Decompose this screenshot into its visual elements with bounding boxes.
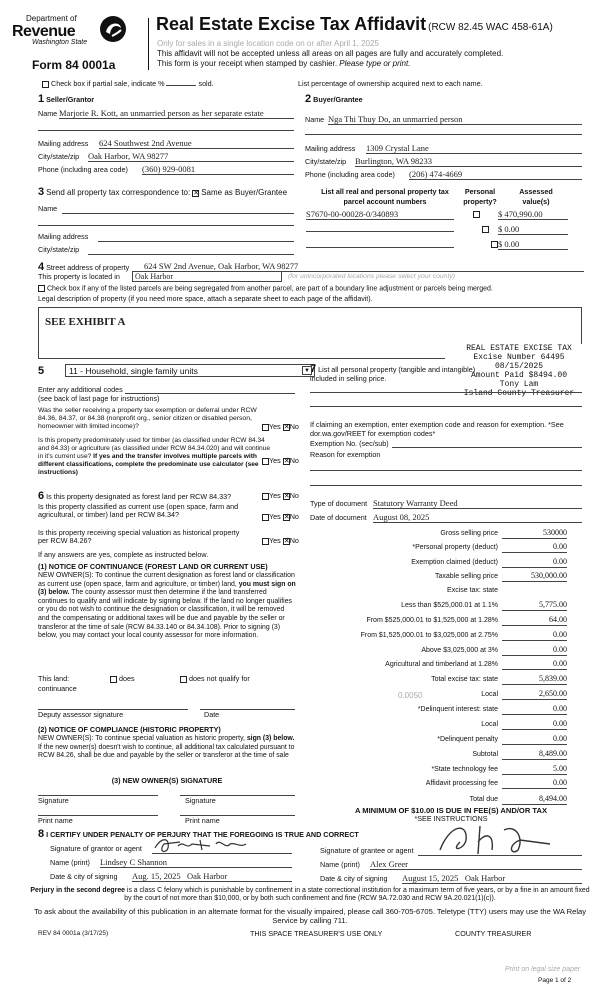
exemption-yes-checkbox[interactable] [262,424,269,431]
personal-property-deduct[interactable]: 0.00 [502,542,567,553]
revenue-swirl-icon [98,14,128,44]
buyer-name-field[interactable]: Nga Thi Thuy Do, an unmarried person [328,114,582,125]
land-use-select[interactable]: 11 - Household, single family units ▼ [65,364,315,377]
location-select[interactable]: Oak Harbor [132,271,282,282]
delinquent-interest-local[interactable]: 0.00 [502,719,567,730]
form-number: Form 84 0001a [32,58,116,72]
current-use-no-checkbox[interactable] [283,514,290,521]
affidavit-processing-fee[interactable]: 0.00 [502,778,567,789]
historic-yes-checkbox[interactable] [262,538,269,545]
buyer-section: 2 Buyer/Grantee [305,93,363,105]
same-as-buyer-checkbox[interactable] [192,190,199,197]
current-use-yes-checkbox[interactable] [262,514,269,521]
exemption-no-checkbox[interactable] [283,424,290,431]
forest-no-checkbox[interactable] [283,493,290,500]
local-tax[interactable]: 2,650.00 [502,689,567,700]
local-rate: 0.0050 [398,691,423,700]
personal-property-checkbox-3[interactable] [491,241,498,248]
personal-property-checkbox-1[interactable] [473,211,480,218]
delinquent-interest-state[interactable]: 0.00 [502,704,567,715]
parcel-number-field[interactable]: S7670-00-00028-0/340893 [306,209,454,220]
personal-property-checkbox-2[interactable] [482,226,489,233]
grantor-date-city-field[interactable]: Aug. 15, 2025 Oak Harbor [132,871,292,882]
does-qualify-checkbox[interactable] [110,676,117,683]
buyer-phone-field[interactable]: (206) 474-4669 [409,169,582,180]
partial-percent-field[interactable] [166,85,196,86]
tax-tier-2[interactable]: 64.00 [502,615,567,626]
form-title-row: Real Estate Excise Tax Affidavit (RCW 82.45 WAC 458-61A) [156,14,553,34]
timber-yes-checkbox[interactable] [262,458,269,465]
subtotal[interactable]: 8,489.00 [502,749,567,760]
form-title: Real Estate Excise Tax Affidavit [156,14,427,34]
assessed-value-1[interactable]: $ 470,990.00 [498,209,568,220]
gross-selling-price[interactable]: 530000 [502,528,567,539]
state-technology-fee[interactable]: 5.00 [502,764,567,775]
assessed-value-3[interactable]: $ 0.00 [498,239,568,250]
treasurer-stamp: REAL ESTATE EXCISE TAX Excise Number 64495 08/15/2025 Amount Paid $8494.00 Tony Lam Island County Treasurer [445,344,593,398]
taxable-selling-price[interactable]: 530,000.00 [502,571,567,582]
agricultural-tax[interactable]: 0.00 [502,659,567,670]
assessed-value-2[interactable]: $ 0.00 [498,224,568,235]
grantor-signature [150,834,290,856]
tax-tier-3[interactable]: 0.00 [502,630,567,641]
seller-city-field[interactable]: Oak Harbor, WA 98277 [88,151,294,162]
does-not-qualify-checkbox[interactable] [180,676,187,683]
dor-logo: Department of Revenue Washington State [12,14,132,47]
tax-tier-1[interactable]: 5,775.00 [502,600,567,611]
exemption-claimed[interactable]: 0.00 [502,557,567,568]
grantee-date-city-field[interactable]: August 15, 2025 Oak Harbor [402,873,582,884]
forest-yes-checkbox[interactable] [262,493,269,500]
seller-phone-field[interactable]: (360) 929-0081 [142,164,294,175]
chevron-down-icon[interactable]: ▼ [302,366,312,375]
grantee-name-field[interactable]: Alex Greer [370,859,582,870]
timber-no-checkbox[interactable] [283,458,290,465]
document-type-field[interactable]: Statutory Warranty Deed [373,498,582,509]
segregated-checkbox[interactable] [38,285,45,292]
total-excise-state[interactable]: 5,839.00 [502,674,567,685]
legal-description-box[interactable]: SEE EXHIBIT A [38,307,582,359]
historic-no-checkbox[interactable] [283,538,290,545]
tax-correspondence-section: 3 Send all property tax correspondence to: ✕ Same as Buyer/Grantee [38,186,287,199]
seller-section: 1 Seller/Grantor [38,93,95,105]
buyer-city-field[interactable]: Burlington, WA 98233 [355,156,582,167]
total-due[interactable]: 8,494.00 [502,794,567,805]
seller-name-field[interactable]: Marjorie R. Kott, an unmarried person as her separate estate [59,108,294,119]
tax-tier-4[interactable]: 0.00 [502,645,567,656]
delinquent-penalty[interactable]: 0.00 [502,734,567,745]
seller-mailing-field[interactable]: 624 Southwest 2nd Avenue [99,138,294,149]
property-street-field[interactable]: 624 SW 2nd Avenue, Oak Harbor, WA 98277 [144,261,584,272]
buyer-mailing-field[interactable]: 1309 Crystal Lane [366,143,582,154]
document-date-field[interactable]: August 08, 2025 [373,512,582,523]
partial-sale-checkbox[interactable] [42,81,49,88]
grantee-signature [420,820,580,860]
grantor-name-field[interactable]: Lindsey C Shannon [100,857,292,868]
